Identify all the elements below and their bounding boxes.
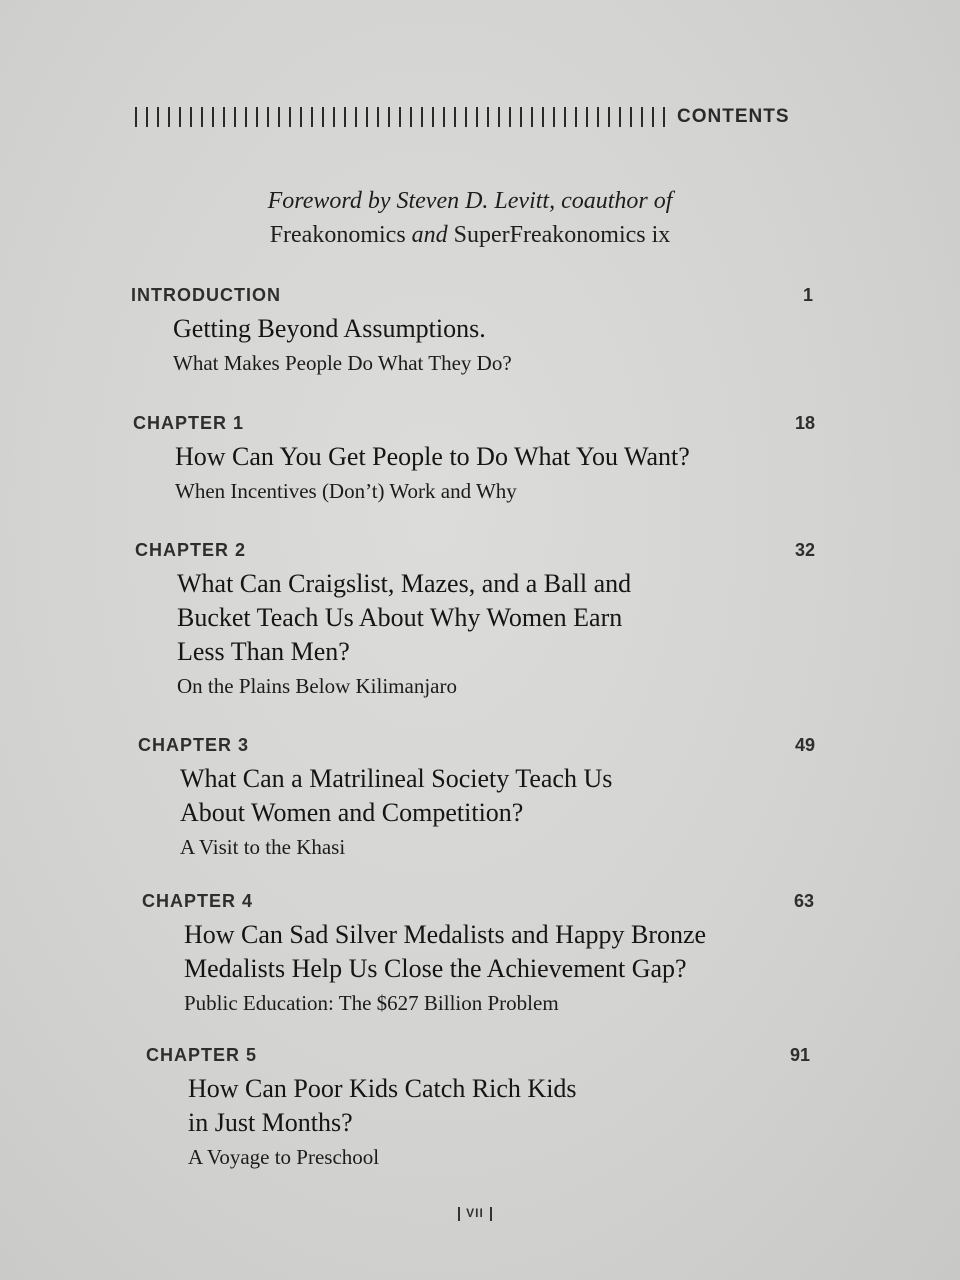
toc-entry-chapter-2 <box>135 537 815 701</box>
toc-entry-chapter-4 <box>142 888 814 1018</box>
entry-title-line: Getting Beyond Assumptions. <box>173 314 486 343</box>
toc-entry-chapter-1 <box>133 410 815 506</box>
foreword-books <box>200 218 740 252</box>
entry-subtitle: When Incentives (Don’t) Work and Why <box>175 479 517 503</box>
entry-label: CHAPTER 5 <box>146 1045 258 1065</box>
entry-label: INTRODUCTION <box>131 285 281 305</box>
folio-number: VII <box>466 1206 484 1220</box>
entry-title-line: How Can You Get People to Do What You Want? <box>175 442 690 471</box>
foreword-credit: Foreword by Steven D. Levitt, coauthor of <box>267 188 673 214</box>
entry-page-number: 63 <box>793 891 814 911</box>
entry-page-number: 91 <box>789 1045 810 1065</box>
entry-subtitle: What Makes People Do What They Do? <box>173 351 512 375</box>
entry-page-number: 1 <box>802 285 813 305</box>
entry-title-line: About Women and Competition? <box>180 798 524 827</box>
entry-title <box>180 762 780 830</box>
book-title-freakonomics: Freakonomics <box>269 222 406 248</box>
entry-title-line: What Can Craigslist, Mazes, and a Ball and <box>177 569 632 598</box>
foreword-and: and <box>411 222 448 248</box>
entry-title <box>188 1072 788 1140</box>
running-header <box>135 104 795 130</box>
entry-page-number: 49 <box>794 735 815 755</box>
entry-title <box>184 918 784 986</box>
decorative-bars <box>135 107 667 127</box>
entry-title <box>173 312 773 346</box>
entry-title-line: in Just Months? <box>188 1108 353 1137</box>
book-title-superfreakonomics: SuperFreakonomics <box>453 222 646 248</box>
entry-subtitle: A Voyage to Preschool <box>188 1145 380 1169</box>
entry-title-line: Bucket Teach Us About Why Women Earn <box>177 603 623 632</box>
entry-label: CHAPTER 3 <box>138 735 250 755</box>
foreword-entry <box>200 184 740 252</box>
entry-page-number: 18 <box>794 413 815 433</box>
entry-subtitle: A Visit to the Khasi <box>180 835 346 859</box>
contents-heading: CONTENTS <box>677 106 790 127</box>
toc-entry-chapter-5 <box>146 1042 810 1172</box>
entry-label: CHAPTER 1 <box>133 413 245 433</box>
entry-page-number: 32 <box>794 540 815 560</box>
entry-title <box>175 440 775 474</box>
entry-title <box>177 567 777 669</box>
toc-entry-introduction <box>131 282 813 378</box>
toc-entry-chapter-3 <box>138 732 815 862</box>
entry-label: CHAPTER 2 <box>135 540 247 560</box>
footer-bar-right <box>490 1207 492 1221</box>
entry-title-line: Less Than Men? <box>177 637 350 666</box>
footer-bar-left <box>458 1207 460 1221</box>
entry-title-line: What Can a Matrilineal Society Teach Us <box>180 764 613 793</box>
page-footer <box>430 1206 520 1221</box>
entry-label: CHAPTER 4 <box>142 891 254 911</box>
entry-title-line: Medalists Help Us Close the Achievement Gap? <box>184 954 687 983</box>
entry-title-line: How Can Sad Silver Medalists and Happy Bronze <box>184 920 707 949</box>
entry-subtitle: On the Plains Below Kilimanjaro <box>177 674 457 698</box>
foreword-page-number: ix <box>651 222 671 248</box>
entry-subtitle: Public Education: The $627 Billion Problem <box>184 991 559 1015</box>
entry-title-line: How Can Poor Kids Catch Rich Kids <box>188 1074 577 1103</box>
